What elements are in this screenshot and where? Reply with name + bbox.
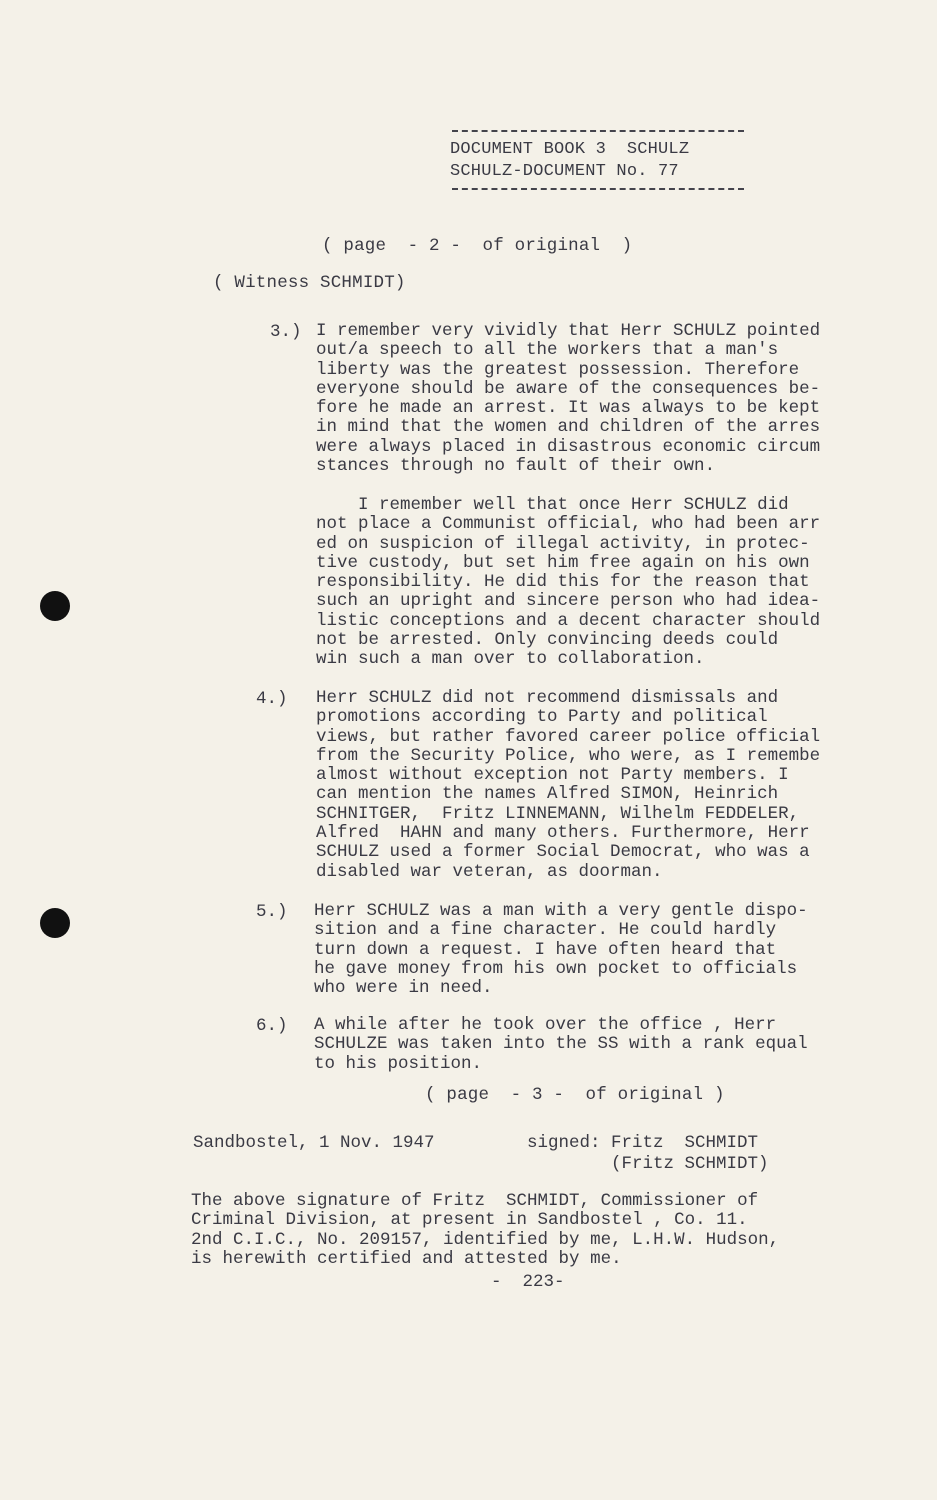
text-line: win such a man over to collaboration. xyxy=(316,649,705,670)
text-line: Herr SCHULZ was a man with a very gentle dispo- xyxy=(314,901,808,921)
header-rule-bottom xyxy=(452,188,744,190)
text-line: views, but rather favored career police official xyxy=(316,726,821,747)
item-paragraph xyxy=(314,1016,808,1074)
page-number: - 223- xyxy=(491,1272,565,1292)
page-marker-bottom: ( page - 3 - of original ) xyxy=(425,1085,725,1105)
text-line: 2nd C.I.C., No. 209157, identified by me, L.H.W. Hudson, xyxy=(191,1229,780,1250)
text-line: sition and a fine character. He could hardly xyxy=(314,920,777,941)
text-line: who were in need. xyxy=(314,978,493,999)
text-line: SCHULZ used a former Social Democrat, who was a xyxy=(316,842,810,863)
punch-hole-bottom xyxy=(40,908,70,938)
text-line: A while after he took over the office , Herr xyxy=(314,1015,777,1035)
text-line: from the Security Police, who were, as I remembe xyxy=(316,745,821,766)
text-line: Alfred HAHN and many others. Furthermore, Herr xyxy=(316,823,810,844)
witness-heading: ( Witness SCHMIDT) xyxy=(213,273,406,293)
text-line: responsibility. He did this for the reason that xyxy=(316,572,810,593)
punch-hole-top xyxy=(40,591,70,621)
header-line-2: SCHULZ-DOCUMENT No. 77 xyxy=(450,162,679,181)
text-line: almost without exception not Party members. I xyxy=(316,765,789,786)
text-line: The above signature of Fritz SCHMIDT, Commissioner of xyxy=(191,1191,759,1211)
text-line: Herr SCHULZ did not recommend dismissals and xyxy=(316,688,779,708)
page-marker-top: ( page - 2 - of original ) xyxy=(322,236,633,256)
signature-name: Fritz SCHMIDT xyxy=(611,1133,759,1153)
text-line: stances through no fault of their own. xyxy=(316,456,716,477)
item-paragraph xyxy=(316,496,820,670)
text-line: liberty was the greatest possession. Therefore xyxy=(316,359,800,380)
text-line: to his position. xyxy=(314,1053,483,1074)
item-number: 3.) xyxy=(270,322,302,342)
text-line: ed on suspicion of illegal activity, in protec- xyxy=(316,533,810,554)
text-line: can mention the names Alfred SIMON, Heinrich xyxy=(316,784,779,805)
text-line: I remember very vividly that Herr SCHULZ pointed xyxy=(316,321,821,341)
text-line: not place a Communist official, who had been arr xyxy=(316,514,821,535)
text-line: tive custody, but set him free again on his own xyxy=(316,552,810,573)
text-line: were always placed in disastrous economic circum xyxy=(316,436,821,457)
text-line: fore he made an arrest. It was always to be kept xyxy=(316,398,821,419)
signature-label: signed: xyxy=(527,1133,601,1153)
item-number: 4.) xyxy=(256,689,288,709)
text-line: SCHNITGER, Fritz LINNEMANN, Wilhelm FEDDELER, xyxy=(316,803,800,824)
item-paragraph xyxy=(316,689,820,882)
text-line: out/a speech to all the workers that a man's xyxy=(316,340,779,361)
signature-place-date: Sandbostel, 1 Nov. 1947 xyxy=(193,1133,435,1153)
text-line: such an upright and sincere person who had idea- xyxy=(316,591,821,612)
text-line: listic conceptions and a decent character should xyxy=(316,610,821,631)
text-line: promotions according to Party and political xyxy=(316,707,768,728)
item-number: 5.) xyxy=(256,902,288,922)
header-line-1: DOCUMENT BOOK 3 SCHULZ xyxy=(450,140,690,159)
text-line: Criminal Division, at present in Sandbostel , Co. 11. xyxy=(191,1210,748,1231)
item-paragraph xyxy=(316,322,820,476)
text-line: SCHULZE was taken into the SS with a rank equal xyxy=(314,1034,808,1055)
text-line: in mind that the women and children of the arres xyxy=(316,417,821,438)
header-rule-top xyxy=(452,130,744,132)
text-line: everyone should be aware of the consequences be- xyxy=(316,378,821,399)
text-line: I remember well that once Herr SCHULZ did xyxy=(316,495,789,515)
text-line: is herewith certified and attested by me. xyxy=(191,1248,622,1269)
signature-name-parenthetical: (Fritz SCHMIDT) xyxy=(611,1154,769,1174)
text-line: he gave money from his own pocket to officials xyxy=(314,958,798,979)
item-number: 6.) xyxy=(256,1016,288,1036)
text-line: disabled war veteran, as doorman. xyxy=(316,861,663,882)
text-line: turn down a request. I have often heard that xyxy=(314,939,777,960)
text-line: not be arrested. Only convincing deeds could xyxy=(316,630,779,651)
item-paragraph xyxy=(314,902,808,998)
certification-block xyxy=(191,1192,779,1269)
